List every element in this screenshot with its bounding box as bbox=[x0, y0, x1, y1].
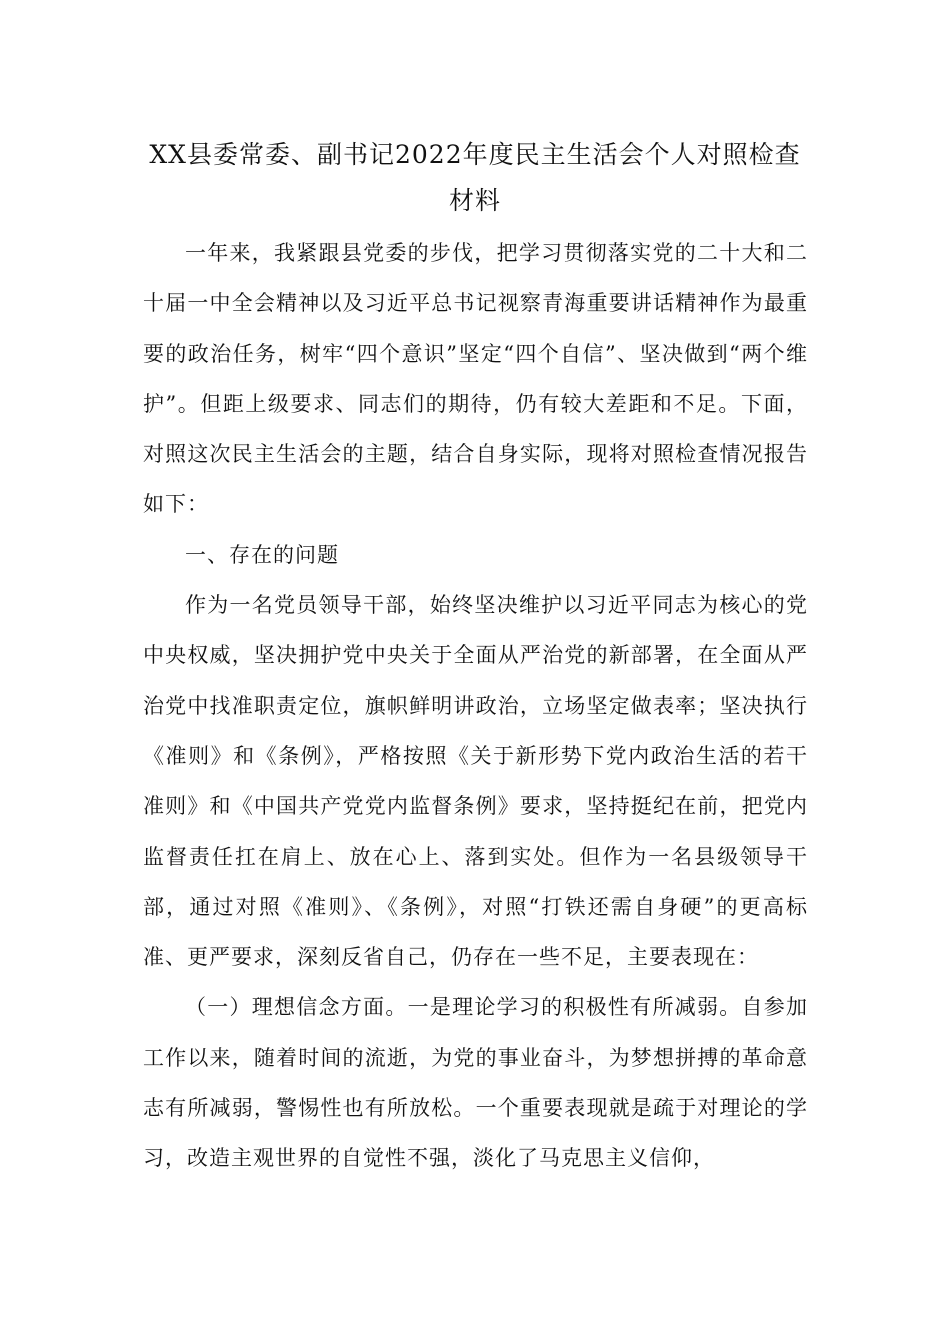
section-heading-problems: 一、存在的问题 bbox=[185, 542, 339, 567]
paragraph-intro: 一年来，我紧跟县党委的步伐，把学习贯彻落实党的二十大和二十届一中全会精神以及习近平总书记视察青海重要讲话精神作为最重要的政治任务，树牢“四个意识”坚定“四个自信”、坚决做到“两个维护”。但距上级要求、同志们的期待，仍有较大差距和不足。下面，对照这次民主生活会的主题，结合自身实际，现将对照检查情况报告如下： bbox=[143, 241, 808, 517]
document-title: XX县委常委、副书记2022年度民主生活会个人对照检查材料 bbox=[149, 140, 801, 215]
paragraph-problems: 作为一名党员领导干部，始终坚决维护以习近平同志为核心的党中央权威，坚决拥护党中央关于全面从严治党的新部署，在全面从严治党中找准职责定位，旗帜鲜明讲政治，立场坚定做表率；坚决执行《准则》和《条例》，严格按照《关于新形势下党内政治生活的若干准则》和《中国共产党党内监督条例》要求，坚持挺纪在前，把党内监督责任扛在肩上、放在心上、落到实处。但作为一名县级领导干部，通过对照《准则》、《条例》，对照“打铁还需自身硬”的更高标准、更严要求，深刻反省自己，仍存在一些不足，主要表现在： bbox=[143, 593, 808, 970]
paragraph-ideals-beliefs: （一）理想信念方面。一是理论学习的积极性有所减弱。自参加工作以来，随着时间的流逝，为党的事业奋斗，为梦想拼搏的革命意志有所减弱，警惕性也有所放松。一个重要表现就是疏于对理论的学习，改造主观世界的自觉性不强，淡化了马克思主义信仰， bbox=[143, 995, 808, 1171]
document-body bbox=[143, 228, 808, 1184]
